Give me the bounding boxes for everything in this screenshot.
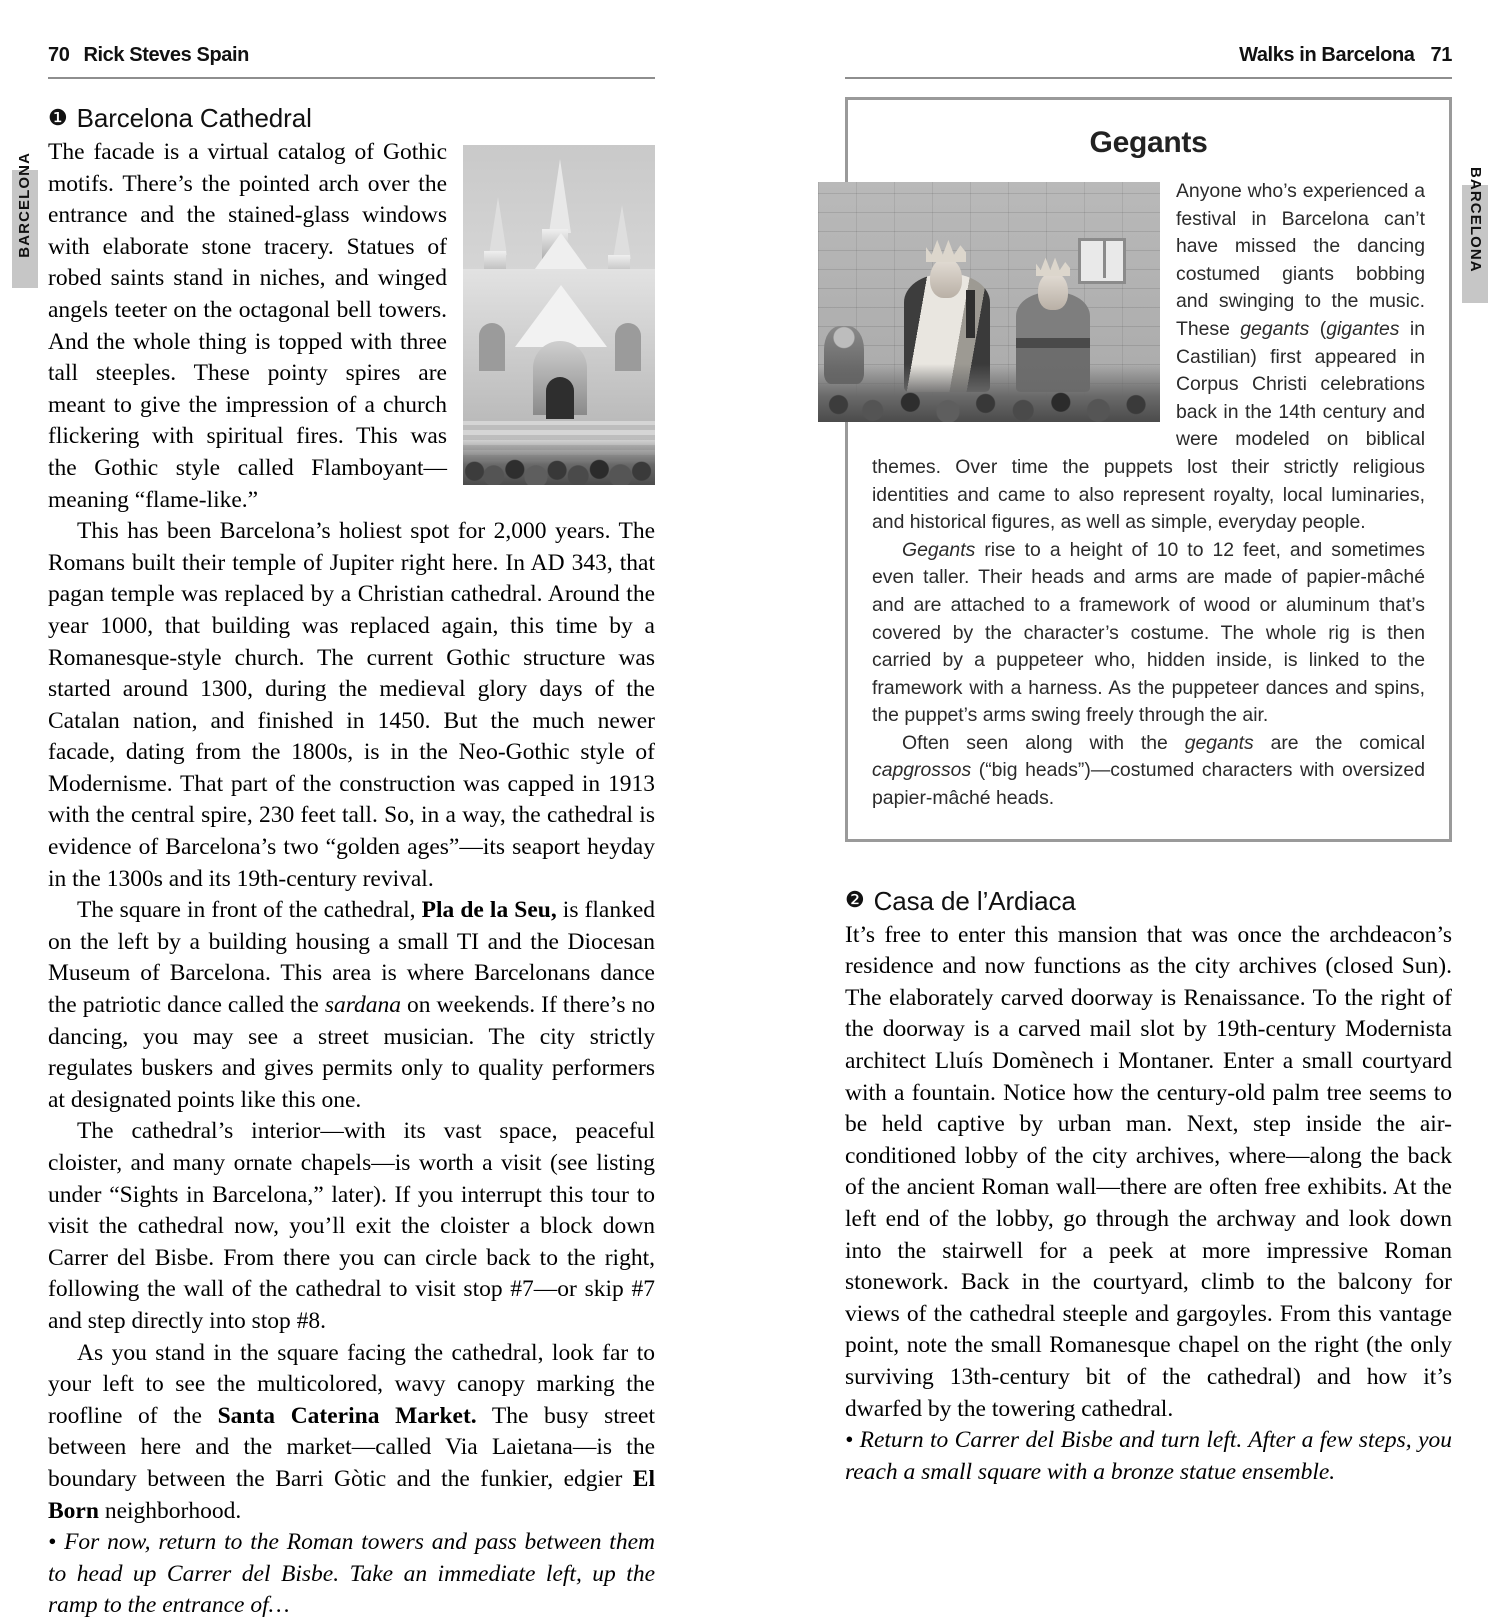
right-column-body	[845, 920, 1452, 1489]
capgrossos-italic: capgrossos	[872, 759, 972, 782]
right-running-head-title: Walks in Barcelona	[1239, 44, 1415, 66]
paragraph-facade: The facade is a virtual catalog of Gothic motifs. There’s the pointed arch over the entrance and the stained-glass windows with elaborate stone tracery. Statues of robed saints stand in niches, and winged angels teeter on the octagonal bell towers. And the whole thing is topped with three tall steeples. These pointy spires are meant to give the impression of a church flickering with spiritual fires. This was the Gothic style called Flamboyant—meaning “flame-like.”	[48, 139, 447, 513]
left-thumb-tab	[12, 152, 38, 288]
photo-queen-head	[1038, 272, 1068, 310]
market-pre: As you stand in the square facing the cathedral, look far to your left to see the multicolored, wavy canopy marking the roofline of the	[48, 1339, 655, 1429]
pla-post: on weekends. If there’s no dancing, you may see a street musician. The city strictly regulates buskers and gives permits only to quality performers at designated points like this one.	[48, 992, 655, 1113]
photo-window-left	[479, 323, 505, 371]
sidebar-body	[872, 178, 1425, 813]
sidebar-paragraph-3	[872, 730, 1425, 813]
left-running-head-title: Rick Steves Spain	[83, 44, 249, 66]
paragraph-pla-de-la-seu	[48, 895, 655, 1116]
section-heading-barcelona-cathedral	[48, 103, 655, 134]
section-heading-label: Casa de l’Ardiaca	[873, 885, 1076, 916]
gigantes-italic: gigantes	[1326, 317, 1400, 340]
photo-central-spire	[549, 159, 571, 233]
right-thumb-tab-label: BARCELONA	[1467, 167, 1484, 273]
pla-pre: The square in front of the cathedral,	[77, 897, 422, 924]
sidebar-p2-body: rise to a height of 10 to 12 feet, and sometimes even taller. Their heads and arms are made of papier-mâché and are attached to a framework of wood or aluminum that’s covered by the character’s costume. The whole rig is then carried by a puppeteer who, hidden inside, is linked to the framework with a harness. As the puppeteer dances and spins, the puppet’s arms swing freely through the air.	[872, 538, 1425, 727]
photo-king-scepter	[966, 290, 975, 338]
right-running-head	[845, 44, 1452, 70]
pla-mid: is flanked on the left by a building housing a small TI and the Diocesan Museum of Barcelona. This area is where Barcelonans dance the patriotic dance called the	[48, 897, 656, 1019]
left-direction-note: • For now, return to the Roman towers and pass between them to head up Carrer del Bisbe. Take an immediate left, up the ramp to the entrance of…	[48, 1529, 655, 1619]
photo-window-mullion	[1103, 238, 1106, 278]
barcelona-cathedral-facade-photo	[463, 145, 655, 485]
gegants-giant-puppets-photo	[818, 182, 1160, 422]
gegants-italic-1: gegants	[1240, 317, 1310, 340]
photo-left-spire	[489, 197, 507, 255]
photo-right-spire	[613, 205, 631, 259]
right-header-rule	[845, 77, 1452, 79]
photo-festival-crowd	[818, 364, 1160, 422]
left-column-body	[48, 137, 655, 1622]
section-heading-casa-de-lardiaca	[845, 886, 1452, 917]
paragraph-casa-de-lardiaca: It’s free to enter this mansion that was once the archdeacon’s residence and now functions as the city archives (closed Sun). The elaborately carved doorway is Renaissance. To the right of the doorway is a carved mail slot by 19th-century Modernista architect Lluís Domènech i Montaner. Enter a small courtyard with a fountain. Notice how the century-old palm tree seems to be held captive by urban man. Next, step inside the air-conditioned lobby of the city archives, where—along the back of the ancient Roman wall—there are often free exhibits. At the left end of the lobby, go through the archway and look down into the stairwell for a peek at more impressive Roman stonework. Back in the courtyard, climb to the balcony for views of the cathedral steeple and gargoyles. From this vantage point, note the small Romanesque chapel on the right (the only surviving 13th-century bit of the cathedral) and how it’s dwarfed by the towering cathedral.	[845, 921, 1452, 1422]
photo-portal-gable	[515, 285, 607, 347]
circled-number-6-icon: ❶	[48, 104, 68, 130]
photo-crowd	[463, 439, 655, 485]
sidebar-p1-c: in Castilian) first appeared in Corpus Christi celebrations back in the 14th century and were modeled on biblical themes. Over time the puppets lost their strictly religious identities and came to also represent royalty, local luminaries, and historical figures, as well as simple, everyday people.	[872, 317, 1425, 534]
photo-window-right	[615, 323, 641, 371]
right-thumb-tab	[1462, 167, 1488, 303]
sidebar-p1-b: (	[1309, 317, 1327, 340]
photo-king-head	[930, 258, 962, 298]
circled-number-7-icon: ❷	[845, 887, 865, 913]
market-post: neighborhood.	[98, 1497, 242, 1524]
sidebar-p3-c: (“big heads”)—costumed characters with oversized papier-mâché heads.	[872, 759, 1425, 810]
paragraph-santa-caterina	[48, 1338, 655, 1528]
sidebar-title: Gegants	[1089, 126, 1208, 159]
gegants-italic-2: Gegants	[902, 538, 976, 561]
paragraph-history: This has been Barcelona’s holiest spot for 2,000 years. The Romans built their temple of Jupiter right here. In AD 343, that pagan temple was replaced by a Christian cathedral. Around the year 1000, that building was replaced again, this time by a Romanesque-style church. The current Gothic structure was started around 1300, during the medieval glory days of the Catalan nation, and finished in 1450. But the much newer facade, dating from the 1800s, is in the Neo-Gothic style of Modernisme. That part of the construction was capped in 1913 with the central spire, 230 feet tall. So, in a way, the cathedral is evidence of Barcelona’s two “golden ages”—its seaport heyday in the 1300s and its 19th-century revival.	[48, 518, 655, 892]
sidebar-p1-a: Anyone who’s experienced a festival in Barcelona can’t have missed the dancing costumed giants bobbing and swinging to the music. These	[1176, 180, 1425, 340]
right-page	[750, 0, 1500, 1485]
sidebar-p3-a: Often seen along with the	[902, 731, 1185, 754]
gegants-italic-3: gegants	[1184, 731, 1254, 754]
section-heading-label: Barcelona Cathedral	[76, 103, 312, 133]
photo-portal-door	[546, 377, 574, 419]
photo-queen-crown	[1036, 256, 1070, 276]
photo-king-crown	[926, 238, 966, 262]
right-page-number: 71	[1430, 44, 1452, 66]
right-direction-note: • Return to Carrer del Bisbe and turn left. After a few steps, you reach a small square with a bronze statue ensemble.	[845, 1427, 1452, 1485]
left-page	[0, 0, 750, 1619]
el-born-bold: El Born	[48, 1465, 655, 1524]
left-thumb-tab-label: BARCELONA	[16, 152, 33, 258]
market-mid: The busy street between here and the market—called Via Laietana—is the boundary between the Barri Gòtic and the funkier, edgier	[48, 1402, 655, 1492]
sidebar-paragraph-2	[872, 537, 1425, 730]
gegants-sidebar-box	[845, 97, 1452, 842]
sardana-italic: sardana	[324, 992, 401, 1019]
pla-de-la-seu-bold: Pla de la Seu,	[421, 897, 557, 924]
santa-caterina-market-bold: Santa Caterina Market.	[217, 1402, 477, 1429]
left-page-number: 70	[48, 44, 70, 66]
paragraph-interior: The cathedral’s interior—with its vast space, peaceful cloister, and many ornate chapels—is worth a visit (see listing under “Sights in Barcelona,” later). If you interrupt this tour to visit the cathedral now, you’ll exit the cloister a block down Carrer del Bisbe. From there you can circle back to the right, following the wall of the cathedral to visit stop #7—or skip #7 and step directly into stop #8.	[48, 1118, 655, 1334]
sidebar-p3-b: are the comical	[1253, 731, 1426, 754]
left-running-head	[48, 44, 655, 70]
